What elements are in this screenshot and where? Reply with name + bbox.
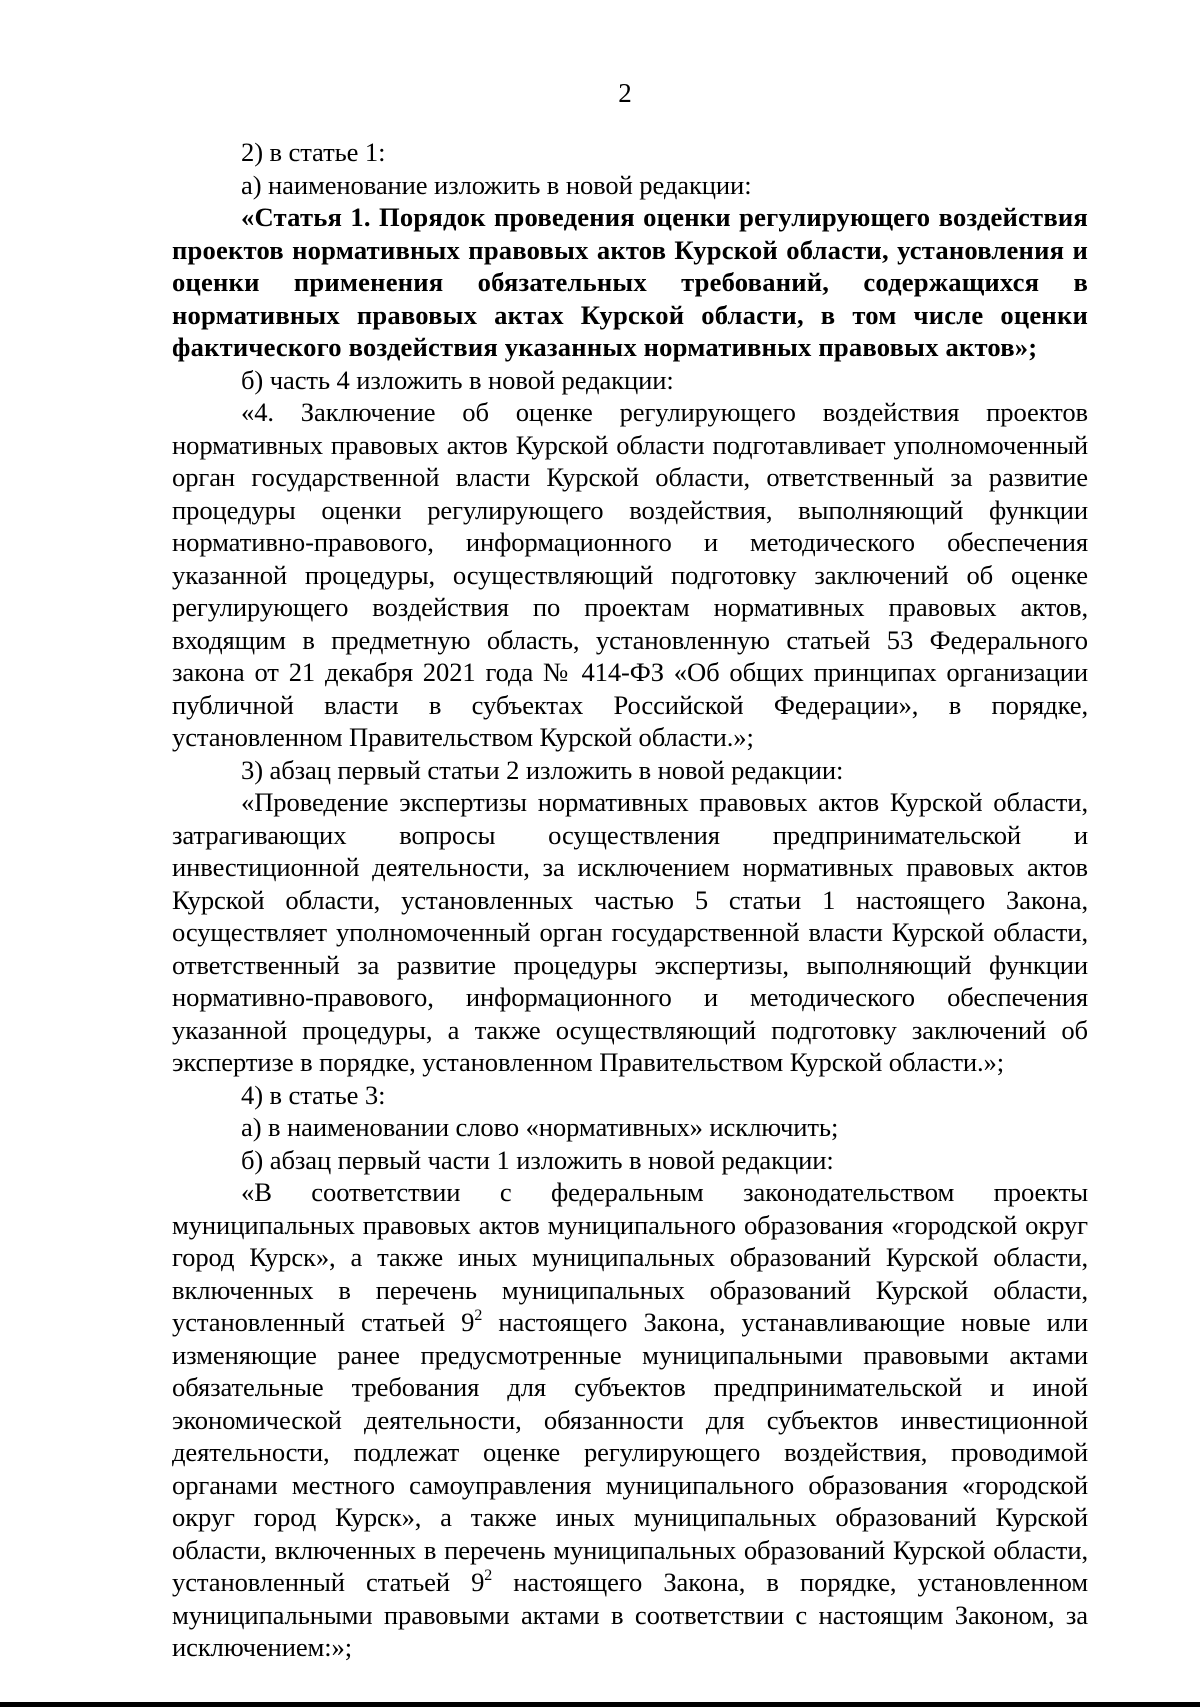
paragraph-subitem-a-title: а) наименование изложить в новой редакции: xyxy=(241,169,752,200)
paragraph-part-1-text: «В соответствии с федеральным законодательством проекты муниципальных правовых актов муниципального образования «городской округ город Курск», а также иных муниципальных образований Курской области, включенных в перечень муниципальных образований Курской области, установленный статьей $9^2$ настоящего Закона, устанавливающие новые или изменяющие ранее предусмотренные муниципальными правовыми актами обязательные требования для субъектов предпринимательской и иной экономической деятельности, обязанности для субъектов инвестиционной деятельности, подлежат оценке регулирующего воздействия, проводимой органами местного самоуправления муниципального образования «городской округ город Курск», а также иных муниципальных образований Курской области, включенных в перечень муниципальных образований Курской области, установленный статьей $9^2$ настоящего Закона, в порядке, установленном муниципальными правовыми актами в соответствии с настоящим Законом, за исключением:»; xyxy=(172,1177,1089,1662)
paragraph-subitem-a-exclude-word: а) в наименовании слово «нормативных» исключить; xyxy=(241,1112,839,1142)
paragraph-part-4-text: «4. Заключение об оценке регулирующего воздействия проектов нормативных правовых актов Курской области подготавливает уполномоченный орган государственной власти Курской области, ответственный за развитие процедуры оценки регулирующего воздействия, выполняющий функции нормативно-правового, информационного и методического обеспечения указанной процедуры, осуществляющий подготовку заключений об оценке регулирующего воздействия по проектам нормативных правовых актов, входящим в предметную область, установленную статьей 53 Федерального закона от 21 декабря 2021 года № 414-ФЗ «Об общих принципах организации публичной власти в субъектах Российской Федерации», в порядке, установленном Правительством Курской области.»; xyxy=(172,397,1088,752)
paragraph-subitem-b-part-1: б) абзац первый части 1 изложить в новой редакции: xyxy=(241,1144,834,1175)
document-body xyxy=(172,136,1088,1664)
paragraph-subitem-b-part-4: б) часть 4 изложить в новой редакции: xyxy=(241,364,674,395)
paragraph-article-1-title: «Статья 1. Порядок проведения оценки регулирующего воздействия проектов нормативных правовых актов Курской области, установления и оценки применения обязательных требований, содержащихся в нормативных правовых актах Курской области, в том числе оценки фактического воздействия указанных нормативных правовых актов»; xyxy=(172,202,1088,362)
paragraph-item-4-article-3: 4) в статье 3: xyxy=(241,1079,386,1110)
paragraph-item-3-article-2: 3) абзац первый статьи 2 изложить в новой редакции: xyxy=(241,754,844,785)
page-number: 2 xyxy=(618,78,632,108)
paragraph-article-2-text: «Проведение экспертизы нормативных правовых актов Курской области, затрагивающих вопросы осуществления предпринимательской и инвестиционной деятельности, за исключением нормативных правовых актов Курской области, установленных частью 5 статьи 1 настоящего Закона, осуществляет уполномоченный орган государственной власти Курской области, ответственный за развитие процедуры экспертизы, выполняющий функции нормативно-правового, информационного и методического обеспечения указанной процедуры, а также осуществляющий подготовку заключений об экспертизе в порядке, установленном Правительством Курской области.»; xyxy=(172,787,1088,1077)
paragraph-item-2-article-1: 2) в статье 1: xyxy=(241,137,386,167)
bottom-border xyxy=(0,1702,1200,1707)
